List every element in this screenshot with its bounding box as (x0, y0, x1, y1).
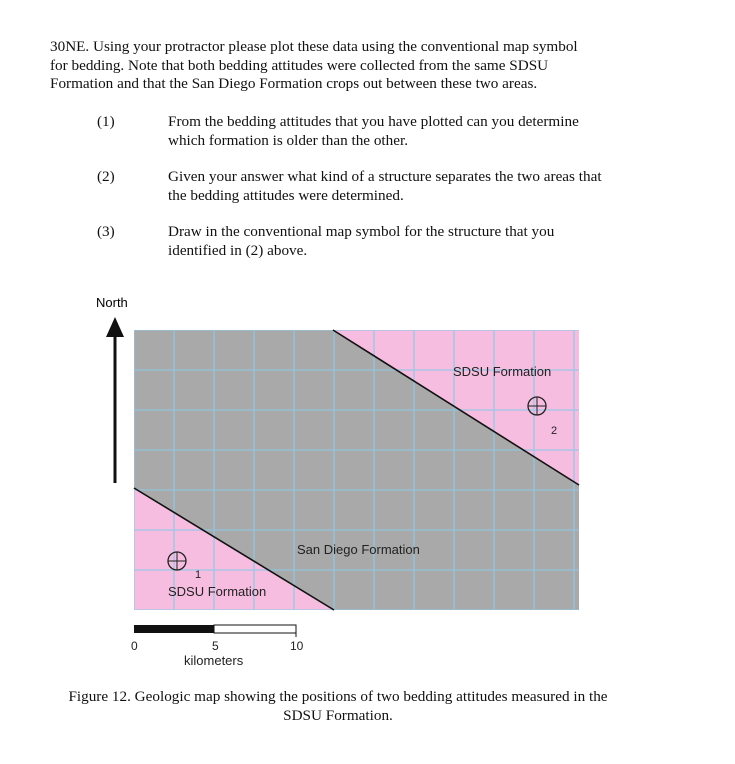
intro-line: Formation and that the San Diego Formation crops out between these two areas. (50, 75, 538, 93)
question-text-line: Draw in the conventional map symbol for the structure that you (168, 223, 555, 240)
lower-sdsu-formation-label: SDSU Formation (168, 584, 267, 599)
caption-line: Figure 12. Geologic map showing the positions of two bedding attitudes measured in the (68, 688, 608, 705)
question-text-line: Given your answer what kind of a structure separates the two areas that (168, 168, 602, 185)
site-1-marker (168, 552, 186, 570)
scale-unit-label: kilometers (184, 653, 244, 668)
figure-caption (0, 688, 676, 725)
north-label: North (96, 295, 128, 310)
intro-line: for bedding. Note that both bedding attitudes were collected from the same SDSU (50, 56, 549, 74)
upper-sdsu-formation-label: SDSU Formation (453, 364, 552, 379)
north-arrow-icon (106, 317, 124, 337)
site-2-marker (528, 397, 546, 415)
scale-tick-0: 0 (131, 639, 138, 653)
question-number: (3) (97, 223, 115, 240)
scale-tick-5: 5 (212, 639, 219, 653)
question-number: (1) (97, 113, 115, 130)
caption-line: SDSU Formation. (283, 706, 393, 724)
scale-tick-10: 10 (290, 639, 304, 653)
intro-line: 30NE. Using your protractor please plot these data using the conventional map symbol (50, 38, 578, 55)
question-text-line: identified in (2) above. (168, 241, 308, 259)
san-diego-formation-label: San Diego Formation (297, 542, 420, 557)
site-1-label: 1 (195, 569, 202, 581)
scale-bar (134, 625, 296, 637)
question-text-line: which formation is older than the other. (168, 131, 408, 149)
site-2-label: 2 (551, 425, 558, 437)
question-text-line: From the bedding attitudes that you have plotted can you determine (168, 113, 579, 130)
question-number: (2) (97, 168, 115, 185)
question-text-line: the bedding attitudes were determined. (168, 186, 404, 204)
